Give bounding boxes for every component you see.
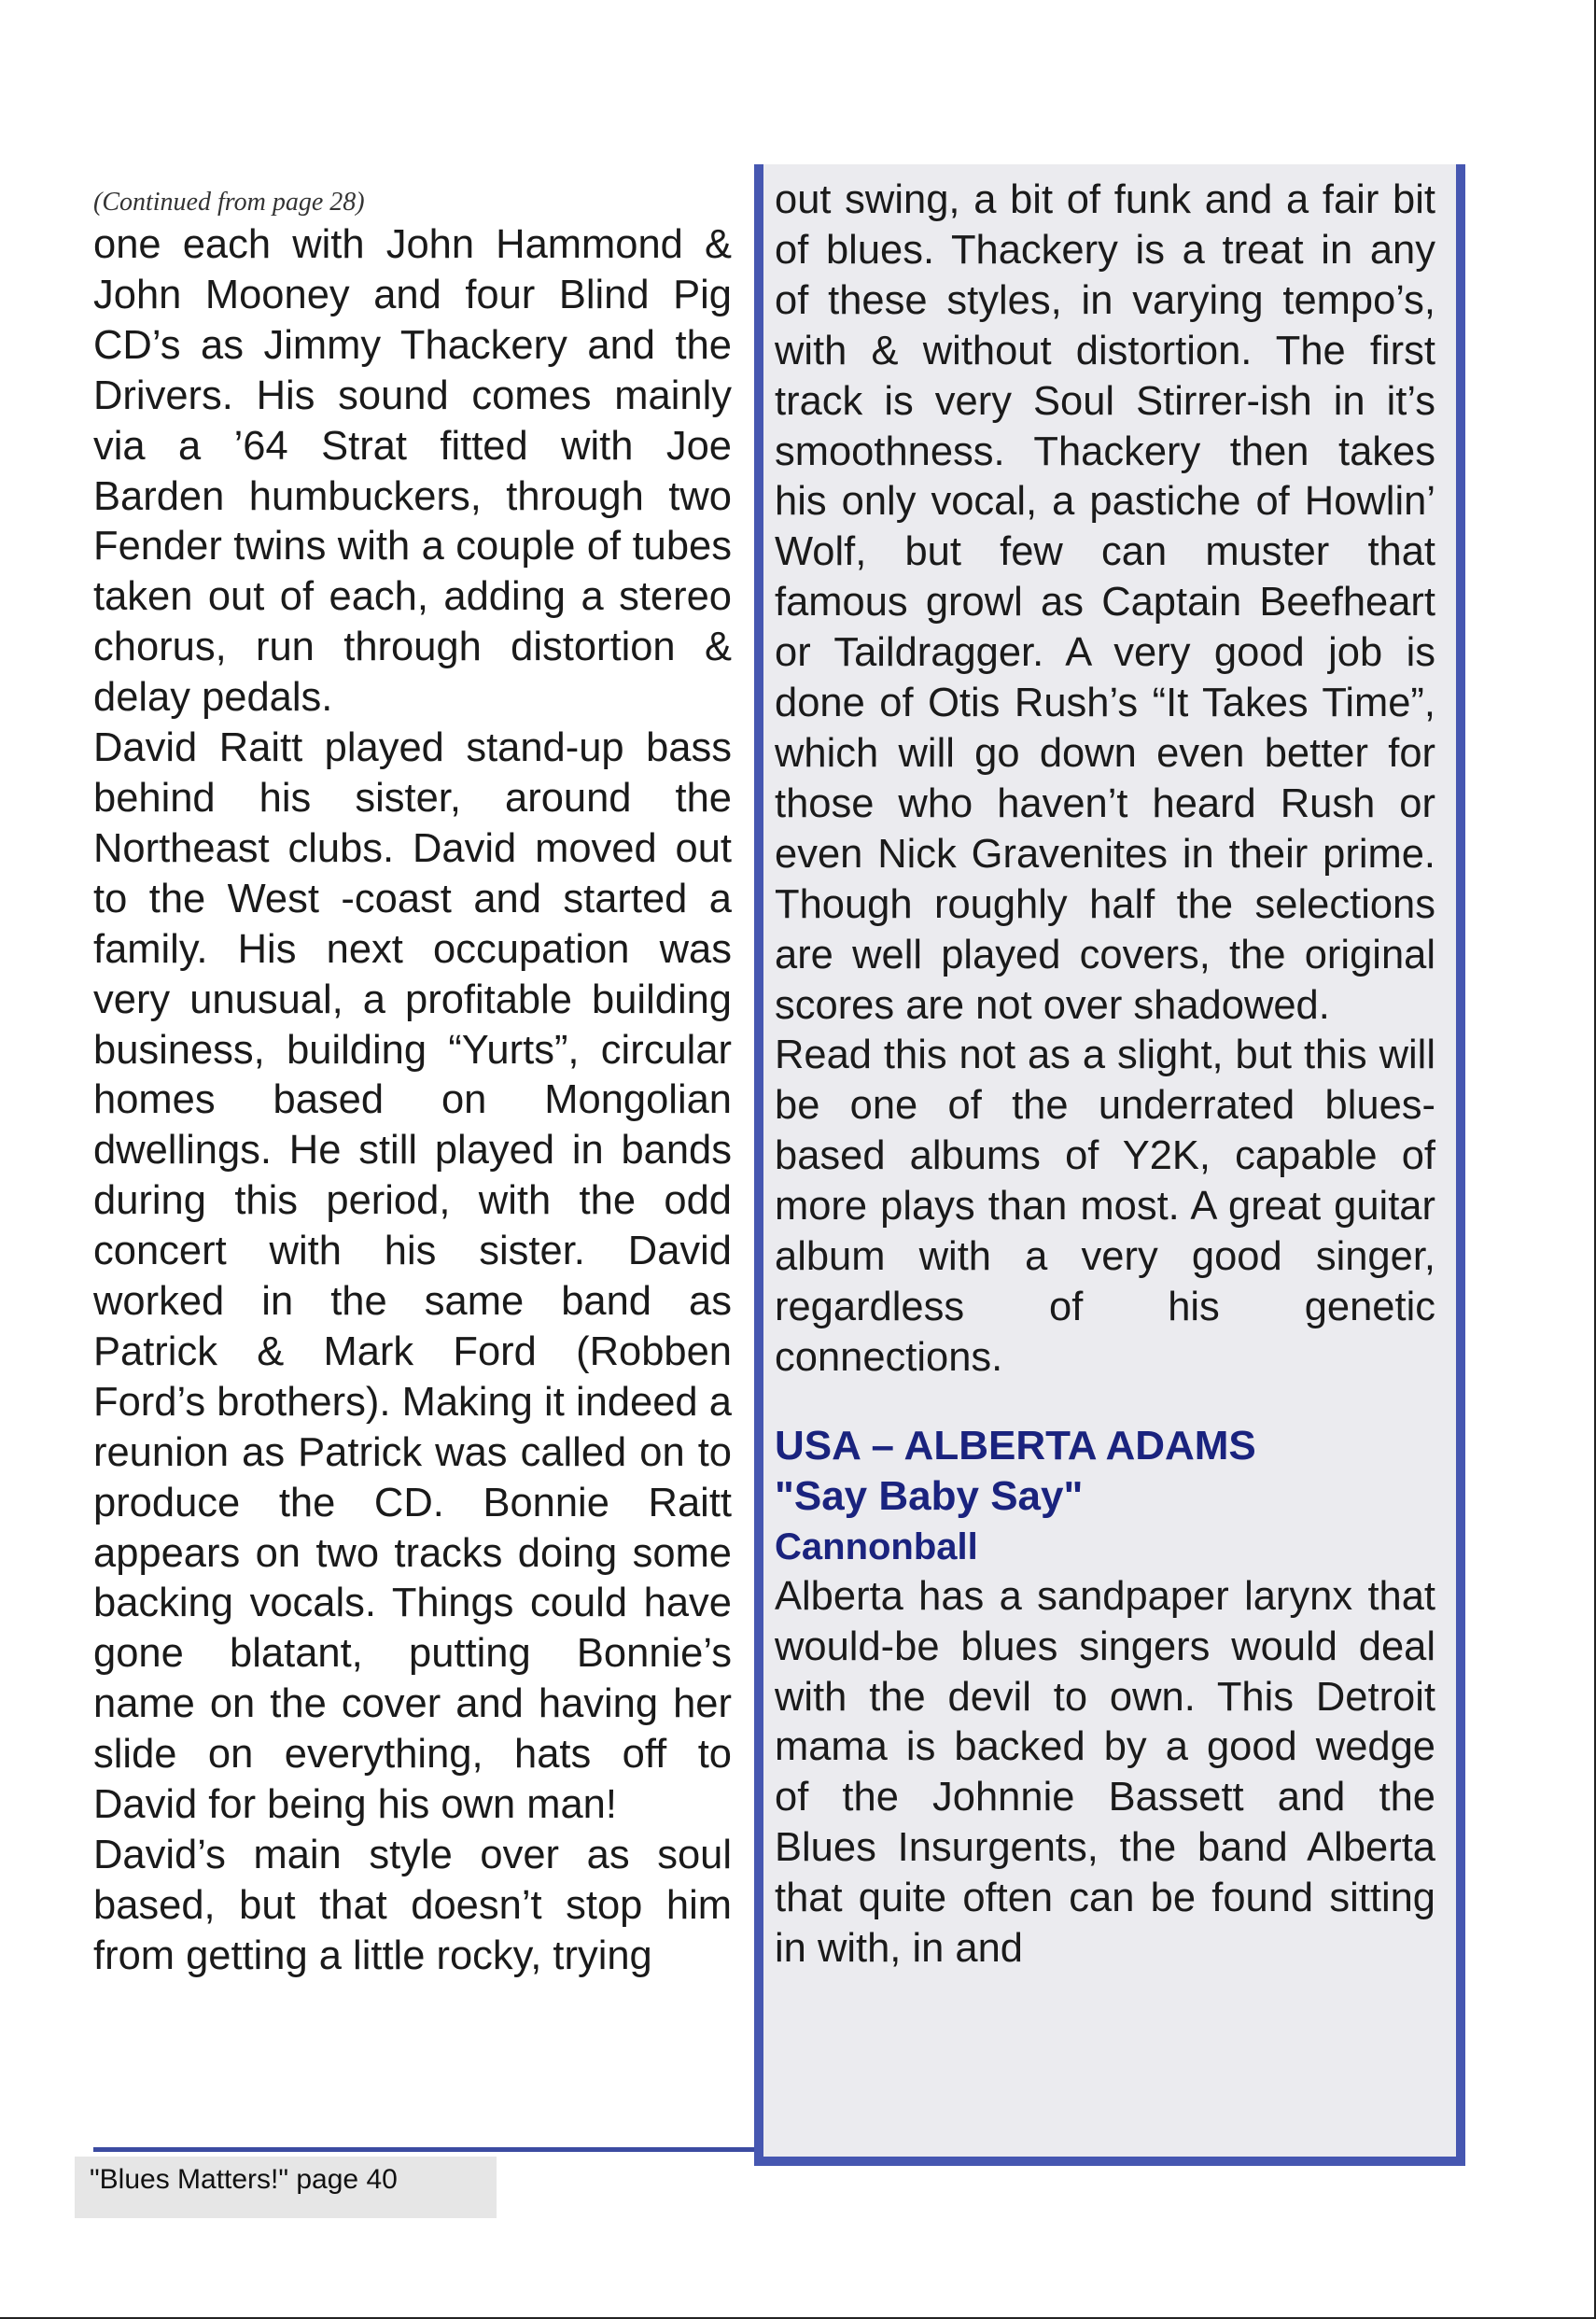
paragraph: one each with John Hammond & John Mooney and four Blind Pig CD’s as Jimmy Thackery and the Drivers. His sound comes mainly via a ’64 Strat fitted with Joe Barden humbuckers, through two Fender twins with a couple of tubes taken out of each, adding a stereo chorus, run through distortion & delay pedals. [93,222,732,721]
right-article-text [775,176,1435,1384]
footer-rule [93,2147,754,2152]
left-column [93,187,732,1982]
page-footer-label: "Blues Matters!" page 40 [90,2164,398,2195]
review-body [775,1572,1435,1975]
review-artist: USA – ALBERTA ADAMS [775,1422,1256,1469]
left-article-text [93,220,732,1982]
review-label: Cannonball [775,1525,978,1567]
paragraph: Alberta has a sandpaper larynx that would-be blues singers would deal with the devil to own. This Detroit mama is backed by a good wedge of the Johnnie Bassett and the Blues Insurgents, the band Alberta that quite often can be found sitting in with, in and [775,1573,1435,1972]
right-column [775,176,1435,1975]
paragraph: Read this not as a slight, but this will be one of the underrated blues-based albums of Y2K, capable of more plays than most. A great guitar album with a very good singer, regardless of his genetic connections. [775,1033,1435,1380]
review-album: "Say Baby Say" [775,1472,1084,1519]
paragraph: David’s main style over as soul based, but that doesn’t stop him from getting a little rocky, trying [93,1833,732,1978]
review-header [775,1421,1435,1572]
paragraph: David Raitt played stand-up bass behind his sister, around the Northeast clubs. David moved out to the West -coast and started a family. His next occupation was very unusual, a profitable building business, building “Yurts”, circular homes based on Mongolian dwellings. He still played in bands during this period, with the odd concert with his sister. David worked in the same band as Patrick & Mark Ford (Robben Ford’s brothers). Making it indeed a reunion as Patrick was called on to produce the CD. Bonnie Raitt appears on two tracks doing some backing vocals. Things could have gone blatant, putting Bonnie’s name on the cover and having her slide on everything, hats off to David for being his own man! [93,725,732,1828]
continued-note: (Continued from page 28) [93,188,365,217]
paragraph: out swing, a bit of funk and a fair bit of blues. Thackery is a treat in any of these styles, in varying tempo’s, with & without distortion. The first track is very Soul Stirrer-ish in it’s smoothness. Thackery then takes his only vocal, a pastiche of Howlin’ Wolf, but few can muster that famous growl as Captain Beefheart or Taildragger. A very good job is done of Otis Rush’s “It Takes Time”, which will go down even better for those who haven’t heard Rush or even Nick Gravenites in their prime. Though roughly half the selections are well played covers, the original scores are not over shadowed. [775,177,1435,1028]
